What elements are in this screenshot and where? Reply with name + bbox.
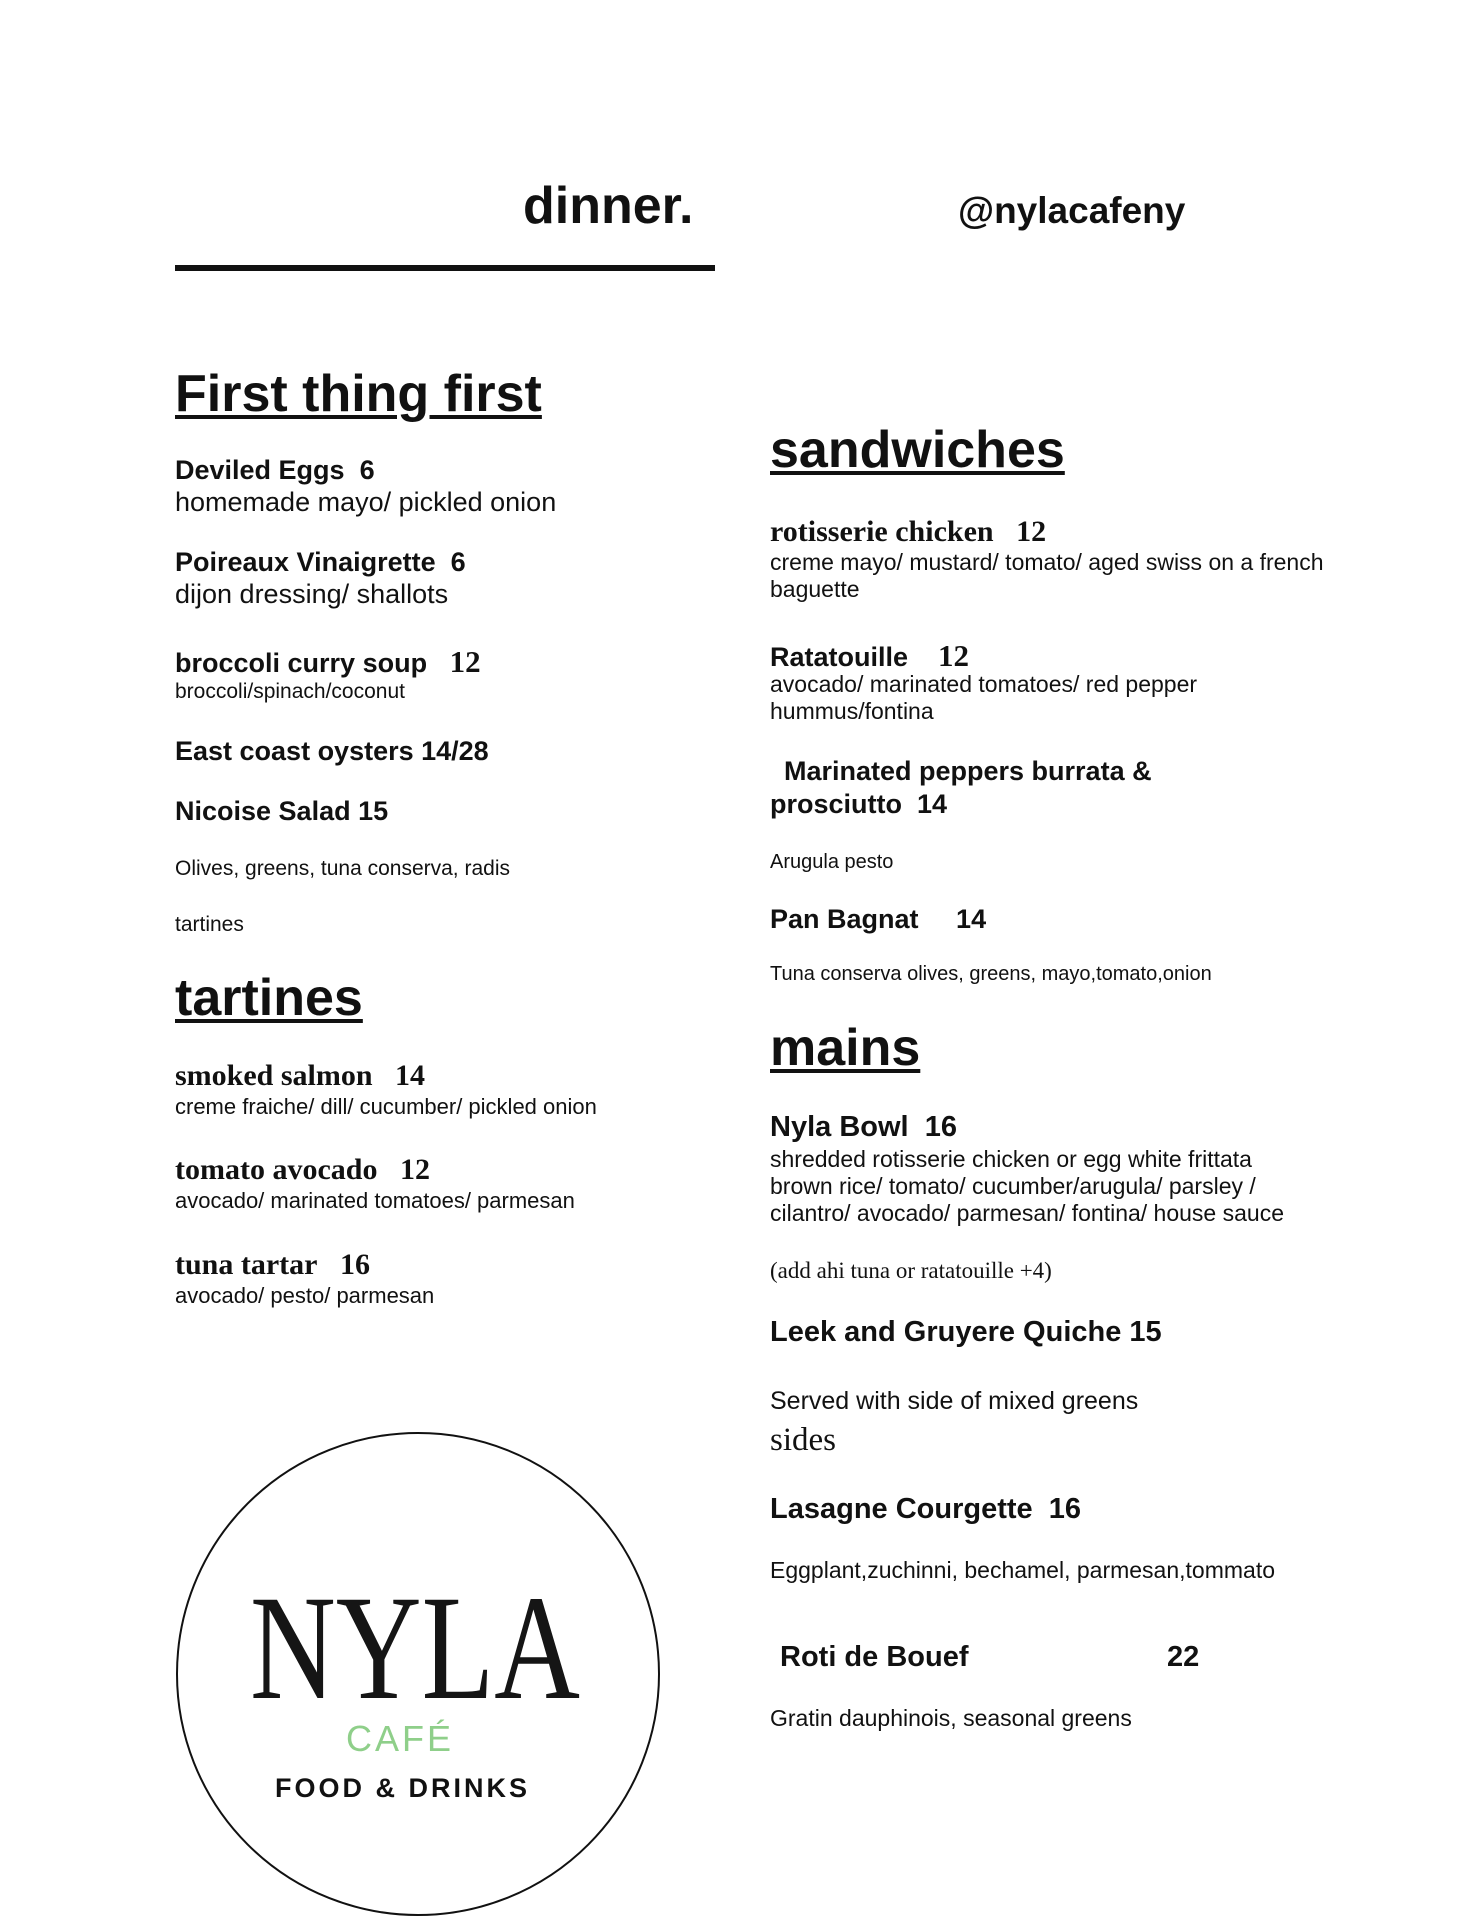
logo-cafe: CAFÉ xyxy=(346,1718,455,1759)
item-price: 6 xyxy=(450,547,466,577)
item-quiche: Leek and Gruyere Quiche 15 xyxy=(770,1316,1162,1348)
item-desc-tomato-avocado: avocado/ marinated tomatoes/ parmesan xyxy=(175,1188,575,1213)
item-name-line2: prosciutto xyxy=(770,789,902,819)
instagram-handle: @nylacafeny xyxy=(958,190,1186,231)
item-desc-smoked-salmon: creme fraiche/ dill/ cucumber/ pickled onion xyxy=(175,1094,597,1119)
item-desc-ratatouille: avocado/ marinated tomatoes/ red pepper hummus/fontina xyxy=(770,671,1198,724)
sides-label: sides xyxy=(770,1422,836,1458)
item-desc-tuna-tartar: avocado/ pesto/ parmesan xyxy=(175,1283,435,1308)
logo-wordmark xyxy=(250,1580,590,1710)
item-desc-poireaux: dijon dressing/ shallots xyxy=(175,579,449,609)
logo-subtitle: FOOD & DRINKS xyxy=(275,1773,530,1803)
item-name: Ratatouille xyxy=(770,642,909,672)
item-price: 12 xyxy=(1016,515,1047,548)
item-name-line1: Marinated peppers burrata & xyxy=(784,756,1152,786)
logo-wordmark-text: NYLA xyxy=(250,1580,580,1710)
item-burrata xyxy=(770,756,1152,820)
menu-title: dinner. xyxy=(523,177,694,235)
section-heading-sandwiches: sandwiches xyxy=(770,421,1065,479)
section-heading-tartines: tartines xyxy=(175,969,363,1027)
item-name: broccoli curry soup xyxy=(175,648,428,678)
item-price: 6 xyxy=(359,455,375,485)
stray-label-tartines: tartines xyxy=(175,913,244,936)
item-desc-nicoise: Olives, greens, tuna conserva, radis xyxy=(175,857,510,880)
item-price: 12 xyxy=(938,638,970,673)
item-name: tomato avocado xyxy=(175,1153,378,1186)
item-name: rotisserie chicken xyxy=(770,515,994,548)
item-price: 16 xyxy=(924,1111,957,1143)
item-name: smoked salmon xyxy=(175,1059,373,1092)
item-rotisserie-chicken xyxy=(770,515,1046,549)
item-desc-roti: Gratin dauphinois, seasonal greens xyxy=(770,1705,1132,1731)
item-price: 16 xyxy=(1048,1493,1082,1525)
item-name: tuna tartar xyxy=(175,1248,318,1281)
section-heading-first: First thing first xyxy=(175,365,542,423)
item-name: Deviled Eggs xyxy=(175,455,345,485)
item-smoked-salmon xyxy=(175,1059,425,1093)
item-price: 16 xyxy=(339,1248,370,1281)
item-name: Lasagne Courgette xyxy=(770,1493,1033,1525)
item-tomato-avocado xyxy=(175,1153,430,1187)
item-pan-bagnat xyxy=(770,904,986,935)
item-broccoli-soup xyxy=(175,644,481,680)
item-price: 14 xyxy=(395,1059,426,1092)
item-desc-broccoli-soup: broccoli/spinach/coconut xyxy=(175,680,405,703)
item-note-nyla-bowl: (add ahi tuna or ratatouille +4) xyxy=(770,1258,1052,1283)
item-lasagne xyxy=(770,1493,1081,1526)
item-price: 14 xyxy=(917,789,948,819)
item-deviled-eggs xyxy=(175,455,375,486)
item-price: 14 xyxy=(956,904,987,934)
item-nyla-bowl xyxy=(770,1111,957,1144)
item-oysters: East coast oysters 14/28 xyxy=(175,736,489,766)
item-desc-rotisserie-chicken: creme mayo/ mustard/ tomato/ aged swiss on a french baguette xyxy=(770,549,1324,602)
item-name: Poireaux Vinaigrette xyxy=(175,547,436,577)
item-name: Pan Bagnat xyxy=(770,904,919,934)
item-ratatouille xyxy=(770,638,969,674)
item-roti-price: 22 xyxy=(1167,1641,1200,1673)
item-desc-quiche: Served with side of mixed greens xyxy=(770,1387,1139,1415)
item-desc-lasagne: Eggplant,zuchinni, bechamel, parmesan,tommato xyxy=(770,1557,1276,1583)
item-desc-nyla-bowl: shredded rotisserie chicken or egg white frittata brown rice/ tomato/ cucumber/arugula/ parsley / cilantro/ avocado/ parmesan/ fontina/ house sauce xyxy=(770,1146,1284,1226)
title-divider xyxy=(175,265,715,271)
section-heading-mains: mains xyxy=(770,1019,921,1077)
item-price: 12 xyxy=(399,1153,430,1186)
item-tuna-tartar xyxy=(175,1248,370,1282)
item-poireaux xyxy=(175,547,466,578)
item-price: 12 xyxy=(449,644,481,679)
item-desc-pan-bagnat: Tuna conserva olives, greens, mayo,tomato,onion xyxy=(770,963,1212,985)
item-roti-name: Roti de Bouef xyxy=(780,1641,969,1673)
item-desc-burrata: Arugula pesto xyxy=(770,851,894,873)
item-nicoise: Nicoise Salad 15 xyxy=(175,796,389,826)
item-desc-deviled-eggs: homemade mayo/ pickled onion xyxy=(175,487,557,517)
item-name: Nyla Bowl xyxy=(770,1111,909,1143)
